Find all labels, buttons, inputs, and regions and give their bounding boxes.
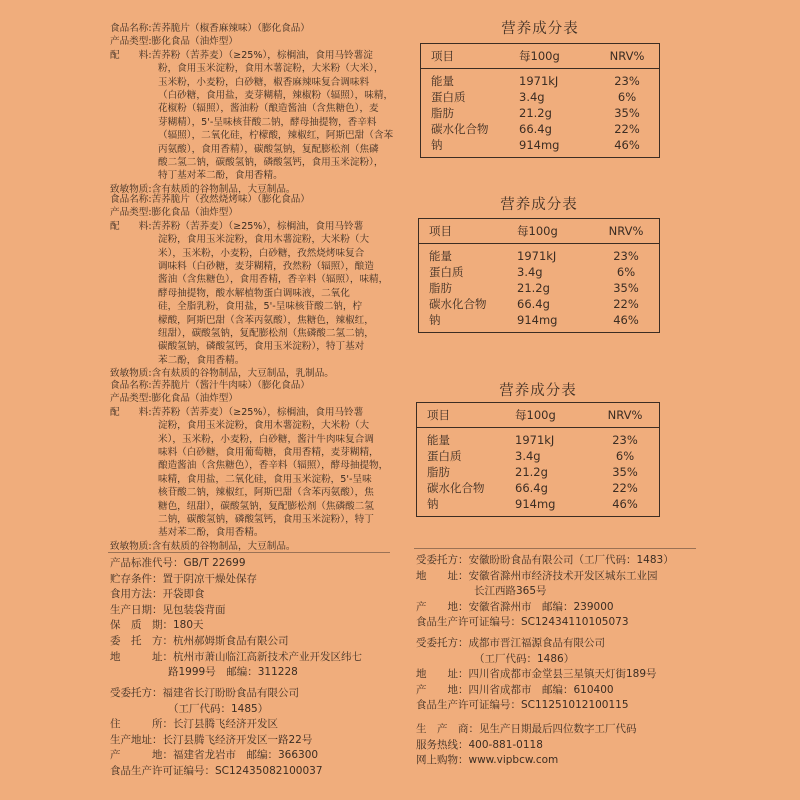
product-2-block bbox=[110, 193, 388, 380]
section-divider bbox=[414, 548, 696, 549]
ingredients-line: 核苷酸二钠，辣椒红，阿斯巴甜（含苯丙氨酸），焦 bbox=[158, 487, 374, 499]
nutrient-name: 蛋白质 bbox=[431, 90, 466, 104]
nutrient-nrv: 23% bbox=[612, 433, 638, 447]
product-type-label: 产品类型: bbox=[110, 36, 152, 48]
nutrient-nrv: 6% bbox=[616, 265, 636, 279]
ingredients-line: 二钠，碳酸氢钠，磷酸氢钙，食用玉米淀粉），特丁 bbox=[158, 513, 374, 525]
license-number: 食品生产许可证编号：SC12435082100037 bbox=[110, 764, 323, 777]
nutrient-name: 能量 bbox=[431, 74, 454, 88]
nutrient-name: 蛋白质 bbox=[427, 449, 462, 463]
ingredients-line: 苦荞粉（苦荞麦）（≥25%），棕榈油，食用马铃薯 bbox=[151, 220, 364, 232]
ingredients-line: 苯二酚，食用香精。 bbox=[158, 354, 245, 366]
nutrient-nrv: 22% bbox=[612, 481, 638, 495]
table-row bbox=[419, 280, 660, 296]
nutrient-name: 碳水化合物 bbox=[427, 481, 485, 495]
nutrient-nrv: 35% bbox=[612, 465, 638, 479]
ingredients-label: 配 料: bbox=[110, 220, 152, 232]
ingredients-line: 酸二氢二钠，碳酸氢钠，磷酸氢钙，食用玉米淀粉）， bbox=[158, 156, 384, 168]
origin: 产 地：安徽省滁州市 邮编：239000 bbox=[416, 600, 614, 613]
allergen-text: 含有麸质的谷物制品，大豆制品。 bbox=[151, 183, 296, 195]
client-address-cont: 路1999号 邮编：311228 bbox=[168, 666, 298, 678]
nutrient-name: 脂肪 bbox=[427, 465, 450, 479]
nutrition-header-item: 项目 bbox=[417, 403, 506, 428]
nutrient-name: 钠 bbox=[429, 313, 441, 327]
origin: 产 地：四川省成都市 邮编：610400 bbox=[416, 683, 614, 696]
nutrition-title: 营养成分表 bbox=[501, 21, 579, 37]
food-name-label: 食品名称: bbox=[110, 194, 152, 205]
nutrient-name: 蛋白质 bbox=[429, 265, 464, 279]
ingredients-line: 酿造酱油（含焦糖色），香辛料（辐照），酵母抽提物， bbox=[158, 460, 389, 472]
client-address: 地 址：杭州市萧山临江高新技术产业开发区纬七 bbox=[110, 650, 362, 663]
nutrient-nrv: 22% bbox=[614, 122, 640, 136]
table-row bbox=[419, 244, 660, 265]
nutrient-amount: 3.4g bbox=[519, 90, 545, 104]
license-number: 食品生产许可证编号：SC12434110105073 bbox=[416, 616, 629, 628]
table-row bbox=[417, 464, 660, 480]
nutrient-nrv: 46% bbox=[614, 138, 640, 152]
nutrition-table bbox=[418, 218, 660, 333]
table-row bbox=[419, 296, 660, 312]
ingredients-line: 玉米粉，小麦粉，白砂糖，椒香麻辣味复合调味料 bbox=[158, 76, 370, 88]
ingredients-line: 米），玉米粉，小麦粉，白砂糖，酱汁牛肉味复合调 bbox=[158, 433, 374, 445]
ingredients-line: 硅，全脂乳粉，食用盐，5'-呈味核苷酸二钠，柠 bbox=[158, 301, 363, 313]
nutrient-nrv: 35% bbox=[613, 281, 639, 295]
service-info bbox=[416, 722, 637, 769]
ingredients-line: 酱油（含焦糖色），食用香精，香辛料（辐照），味精， bbox=[158, 274, 389, 286]
ingredients-line: 丙氨酸），食用香精），碳酸氢钠，复配膨松剂（焦磷 bbox=[158, 143, 379, 155]
ingredients-line: 酵母抽提物，酸水解植物蛋白调味液，二氧化 bbox=[158, 287, 350, 299]
service-hotline: 服务热线：400-881-0118 bbox=[416, 738, 543, 751]
nutrition-table bbox=[416, 402, 660, 517]
ingredients-line: （辐照），二氧化硅，柠檬酸，辣椒红，阿斯巴甜（含苯 bbox=[158, 130, 394, 142]
production-date: 生产日期：见包装袋背面 bbox=[110, 603, 226, 616]
allergen-text: 含有麸质的谷物制品，大豆制品。 bbox=[151, 540, 296, 552]
nutrient-amount: 1971kJ bbox=[519, 74, 559, 88]
shelf-life: 保 质 期：180天 bbox=[110, 619, 204, 631]
standard-code: 产品标准代号：GB/T 22699 bbox=[110, 557, 246, 569]
product-type: 膨化食品（油炸型） bbox=[151, 36, 238, 48]
nutrient-amount: 914mg bbox=[515, 497, 556, 511]
nutrient-amount: 66.4g bbox=[519, 122, 552, 136]
nutrition-header-nrv: NRV% bbox=[605, 44, 660, 69]
ingredients-line: 檬酸，阿斯巴甜（含苯丙氨酸），焦糖色，辣椒红， bbox=[158, 314, 374, 326]
production-address: 生产地址：长汀县腾飞经济开发区一路22号 bbox=[110, 733, 313, 746]
nutrition-header-nrv: NRV% bbox=[603, 219, 660, 244]
nutrient-nrv: 46% bbox=[612, 497, 638, 511]
manufacturer-address-cont: 长江西路365号 bbox=[474, 585, 547, 597]
nutrient-amount: 3.4g bbox=[517, 265, 543, 279]
maker-anhui bbox=[416, 553, 674, 631]
ingredients-line: 淀粉，食用玉米淀粉，食用木薯淀粉，大米粉（大 bbox=[158, 234, 370, 246]
client-name: 委 托 方：杭州郝姆斯食品有限公司 bbox=[110, 635, 289, 647]
nutrient-nrv: 35% bbox=[614, 106, 640, 120]
table-row bbox=[417, 448, 660, 464]
nutrition-header-per100g: 每100g bbox=[505, 403, 601, 428]
nutrient-nrv: 23% bbox=[614, 74, 640, 88]
license-number: 食品生产许可证编号：SC11251012100115 bbox=[416, 699, 629, 711]
nutrient-nrv: 22% bbox=[613, 297, 639, 311]
ingredients-line: 糖色，纽甜），碳酸氢钠，复配膨松剂（焦磷酸二氢 bbox=[158, 500, 374, 512]
ingredients-line: 苦荞粉（苦荞麦）（≥25%），棕榈油，食用马铃薯 bbox=[151, 406, 364, 418]
allergen-label: 致敏物质: bbox=[110, 183, 152, 195]
ingredients-line: 特丁基对苯二酚，食用香精。 bbox=[158, 170, 283, 182]
table-row bbox=[417, 480, 660, 496]
maker-chengdu bbox=[416, 636, 657, 714]
product-type: 膨化食品（油炸型） bbox=[151, 207, 238, 219]
manufacturer-name: 受委托方：成都市晋江福源食品有限公司 bbox=[416, 637, 605, 649]
nutrient-amount: 914mg bbox=[517, 313, 558, 327]
nutrient-amount: 21.2g bbox=[519, 106, 552, 120]
general-info bbox=[110, 556, 257, 634]
nutrient-name: 脂肪 bbox=[431, 106, 454, 120]
nutrition-header-item: 项目 bbox=[421, 44, 510, 69]
manufacturer-name: 受委托方：福建省长汀盼盼食品有限公司 bbox=[110, 687, 299, 699]
ingredients-line: 纽甜），碳酸氢钠，复配膨松剂（焦磷酸二氢二钠， bbox=[158, 327, 374, 339]
table-row bbox=[421, 69, 660, 90]
ingredients-line: 味料（白砂糖，食用葡萄糖，食用香精，麦芽糊精， bbox=[158, 446, 379, 458]
product-1-block bbox=[110, 22, 393, 196]
table-row bbox=[419, 312, 660, 333]
nutrition-title: 营养成分表 bbox=[500, 197, 578, 213]
nutrient-name: 能量 bbox=[427, 433, 450, 447]
table-row bbox=[419, 264, 660, 280]
ingredients-line: 基对苯二酚，食用香精。 bbox=[158, 527, 264, 539]
nutrient-amount: 1971kJ bbox=[515, 433, 555, 447]
nutrient-amount: 66.4g bbox=[515, 481, 548, 495]
allergen-label: 致敏物质: bbox=[110, 540, 152, 552]
nutrient-nrv: 46% bbox=[613, 313, 639, 327]
nutrient-name: 脂肪 bbox=[429, 281, 452, 295]
maker-hangzhou bbox=[110, 634, 362, 681]
nutrient-name: 钠 bbox=[431, 138, 443, 152]
nutrient-name: 碳水化合物 bbox=[431, 122, 489, 136]
nutrient-nrv: 6% bbox=[617, 90, 637, 104]
nutrient-amount: 21.2g bbox=[517, 281, 550, 295]
ingredients-label: 配 料: bbox=[110, 49, 152, 61]
ingredients-line: 碳酸氢钠，磷酸氢钙，食用玉米淀粉），特丁基对 bbox=[158, 341, 365, 353]
nutrition-header-item: 项目 bbox=[419, 219, 508, 244]
table-row bbox=[417, 496, 660, 517]
nutrient-nrv: 23% bbox=[613, 249, 639, 263]
usage-method: 食用方法：开袋即食 bbox=[110, 588, 205, 600]
food-name: 苦荞脆片（孜然烧烤味）（膨化食品） bbox=[151, 194, 310, 205]
allergen-text: 含有麸质的谷物制品，大豆制品，乳制品。 bbox=[151, 368, 334, 380]
table-row bbox=[421, 105, 660, 121]
nutrient-amount: 66.4g bbox=[517, 297, 550, 311]
storage-conditions: 贮存条件：置于阴凉干燥处保存 bbox=[110, 572, 257, 585]
manufacturer-name: 受委托方：安徽盼盼食品有限公司（工厂代码：1483） bbox=[416, 554, 674, 566]
nutrition-title: 营养成分表 bbox=[499, 383, 577, 399]
food-name-label: 食品名称: bbox=[110, 380, 152, 391]
allergen-label: 致敏物质: bbox=[110, 368, 152, 380]
nutrition-header-per100g: 每100g bbox=[509, 44, 605, 69]
food-name: 苦荞脆片（椒香麻辣味）（膨化食品） bbox=[151, 23, 310, 34]
nutrition-header-nrv: NRV% bbox=[601, 403, 660, 428]
table-row bbox=[421, 121, 660, 137]
ingredients-label: 配 料: bbox=[110, 406, 152, 418]
ingredients-line: （白砂糖，食用盐，麦芽糊精，辣椒粉（辐照），味精， bbox=[158, 89, 394, 101]
nutrient-nrv: 6% bbox=[615, 449, 635, 463]
ingredients-line: 淀粉，食用玉米淀粉，食用木薯淀粉，大米粉（大 bbox=[158, 420, 370, 432]
table-row bbox=[421, 89, 660, 105]
nutrition-table bbox=[420, 43, 660, 158]
ingredients-line: 调味料（白砂糖，麦芽糊精，孜然粉（辐照），酿造 bbox=[158, 260, 374, 272]
ingredients-line: 苦荞粉（苦荞麦）（≥25%），棕榈油，食用马铃薯淀 bbox=[151, 49, 373, 61]
nutrient-amount: 1971kJ bbox=[517, 249, 557, 263]
ingredients-line: 味精，食用盐，二氧化硅，食用玉米淀粉，5'-呈味 bbox=[158, 473, 372, 485]
food-name: 苦荞脆片（酱汁牛肉味）（膨化食品） bbox=[151, 380, 310, 391]
ingredients-line: 芽糊精），5'-呈味核苷酸二钠，酵母抽提物，香辛料 bbox=[158, 116, 377, 128]
producer-note: 生 产 商：见生产日期最后四位数字工厂代码 bbox=[416, 723, 637, 735]
nutrient-amount: 914mg bbox=[519, 138, 560, 152]
product-type: 膨化食品（油炸型） bbox=[151, 393, 238, 405]
product-type-label: 产品类型: bbox=[110, 207, 152, 219]
ingredients-line: 花椒粉（辐照），酱油粉（酿造酱油（含焦糖色），麦 bbox=[158, 103, 379, 115]
food-name-label: 食品名称: bbox=[110, 23, 152, 34]
manufacturer-address: 地 址：安徽省滁州市经济技术开发区城东工业园 bbox=[416, 569, 658, 582]
product-3-block bbox=[110, 379, 388, 553]
nutrient-name: 能量 bbox=[429, 249, 452, 263]
manufacturer-residence: 住 所：长汀县腾飞经济开发区 bbox=[110, 718, 278, 730]
table-row bbox=[417, 428, 660, 449]
nutrient-amount: 21.2g bbox=[515, 465, 548, 479]
nutrient-name: 碳水化合物 bbox=[429, 297, 487, 311]
manufacturer-address: 地 址：四川省成都市金堂县三星镇天灯街189号 bbox=[416, 668, 657, 680]
nutrition-header-per100g: 每100g bbox=[507, 219, 603, 244]
product-type-label: 产品类型: bbox=[110, 393, 152, 405]
maker-fujian bbox=[110, 686, 323, 779]
origin: 产 地：福建省龙岩市 邮编：366300 bbox=[110, 749, 319, 761]
nutrient-amount: 3.4g bbox=[515, 449, 541, 463]
nutrient-name: 钠 bbox=[427, 497, 439, 511]
table-row bbox=[421, 137, 660, 158]
online-shopping: 网上购物：www.vipbcw.com bbox=[416, 754, 559, 766]
section-divider bbox=[108, 552, 390, 553]
factory-code: （工厂代码：1486） bbox=[474, 652, 575, 665]
factory-code: （工厂代码：1485） bbox=[168, 702, 269, 715]
ingredients-line: 粉，食用玉米淀粉，食用木薯淀粉，大米粉（大米）， bbox=[158, 63, 384, 75]
ingredients-line: 米），玉米粉，小麦粉，白砂糖，孜然烧烤味复合 bbox=[158, 247, 365, 259]
